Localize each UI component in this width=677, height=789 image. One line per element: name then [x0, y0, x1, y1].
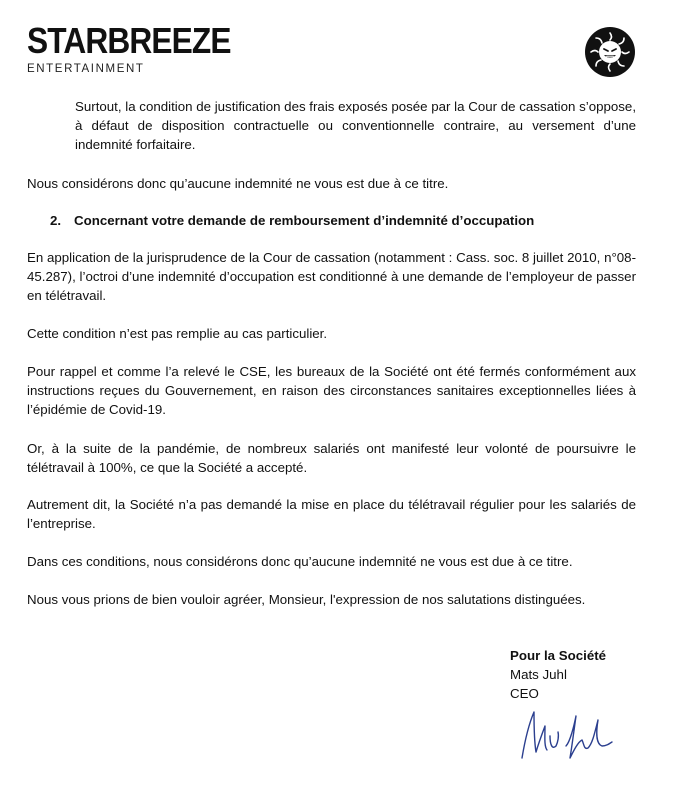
paragraph-cse: Pour rappel et comme l’a relevé le CSE, les bureaux de la Société ont été fermés conformément aux instructions reçues du Gouvernement, en raison des circonstances sanitaires exceptionnelles liées à l’épidémie de Covid-19. — [27, 364, 636, 418]
logo-wordmark: STARBREEZE — [27, 20, 231, 61]
section-heading — [50, 211, 534, 230]
paragraph-condition: Cette condition n’est pas remplie au cas particulier. — [27, 326, 328, 341]
paragraph-jurisprudence: En application de la jurisprudence de la Cour de cassation (notamment : Cass. soc. 8 juillet 2010, n°08-45.287), l’octroi d’une indemnité d’occupation est conditionné à une demande de l’employeur de passer en télétravail. — [27, 250, 636, 304]
section-number: 2. — [50, 213, 62, 228]
logo-subtitle: ENTERTAINMENT — [27, 63, 145, 75]
paragraph-pandemic: Or, à la suite de la pandémie, de nombreux salariés ont manifesté leur volonté de poursuivre le télétravail à 100%, ce que la Société a accepté. — [27, 441, 636, 476]
signatory-title: CEO — [510, 686, 539, 702]
handwritten-signature — [512, 706, 617, 764]
starbreeze-sun-face-icon — [584, 26, 636, 78]
section-title: Concernant votre demande de remboursement d’indemnité d’occupation — [74, 213, 535, 228]
paragraph-telework: Autrement dit, la Société n’a pas demandé la mise en place du télétravail régulier pour les salariés de l’entreprise. — [27, 497, 636, 532]
quoted-paragraph: Surtout, la condition de justification des frais exposés posée par la Cour de cassation s’oppose, à défaut de disposition contractuelle ou conventionnelle contraire, au versement d’une indemnité forfaitaire. — [75, 99, 637, 153]
closing-salutation: Nous vous prions de bien vouloir agréer, Monsieur, l'expression de nos salutations distinguées. — [27, 592, 586, 607]
signatory-company: Pour la Société — [510, 648, 607, 663]
starbreeze-logo — [27, 22, 258, 75]
paragraph-conclusion-2: Dans ces conditions, nous considérons donc qu’aucune indemnité ne vous est due à ce titre. — [27, 554, 573, 569]
paragraph-conclusion-1: Nous considérons donc qu’aucune indemnité ne vous est due à ce titre. — [27, 176, 449, 191]
signatory-name: Mats Juhl — [510, 667, 567, 683]
signature-block — [510, 646, 606, 704]
